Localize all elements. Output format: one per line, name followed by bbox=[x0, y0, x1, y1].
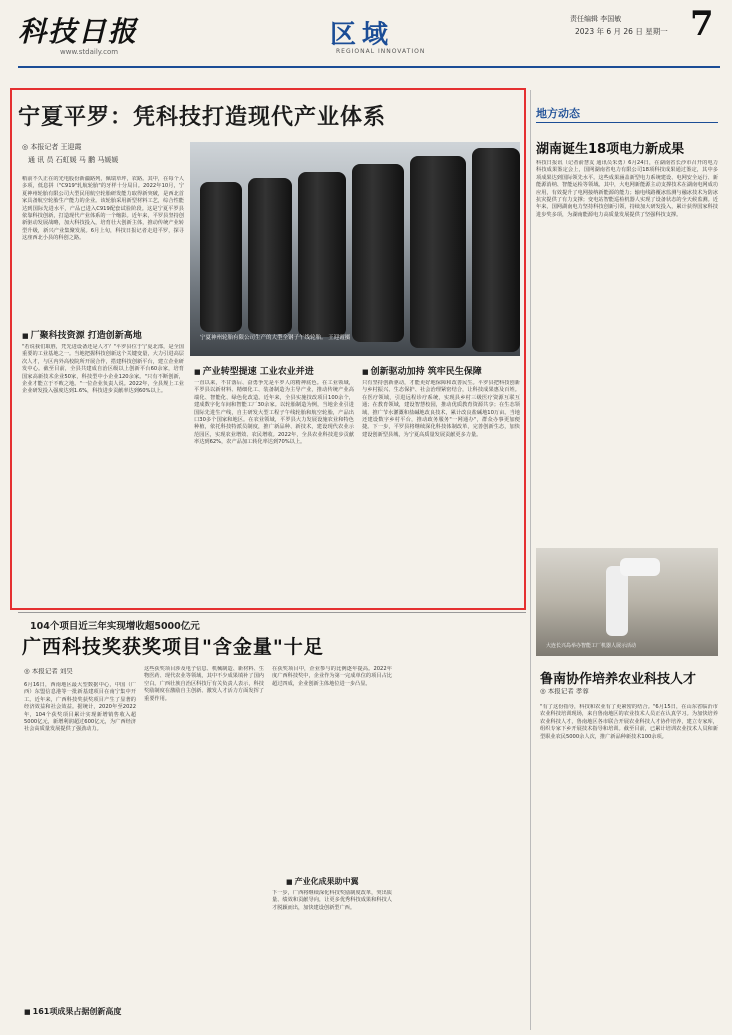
bottom-text-col2: 这些获奖项目涉及电子信息、机械制造、新材料、生物医药、现代农业等领域，其中不少成果填补了国内空白。广西壮族自治区科技厅有关负责人表示，科技奖励制度在激励自主创新、激发人才活力方面发挥了重要作用。 bbox=[144, 666, 264, 702]
newspaper-logo: 科技日报 bbox=[18, 15, 139, 48]
site-url: www.stdaily.com bbox=[60, 48, 119, 56]
tire-shape bbox=[352, 164, 404, 342]
sidebar-photo-caption: 大连长兴岛举办智能工厂机器人展示活动 bbox=[546, 643, 637, 649]
lead-text-col2: 一直以来，不甘落后、奋勇争先是平罗人的精神底色。在工业领域，平罗县以新材料、精细化工、装备制造为主导产业，推动传统产业高端化、智能化、绿色化改造。近年来，全县实施技改项目100余个，建成数字化车间和智能工厂30余家。以轮胎制造为例，当地企业引进国际先进生产线，自主研发大型工程子午线轮胎和航空轮胎，产品出口30多个国家和地区。在农业领域，平罗县大力发展设施农业和特色种植，依托科技特派员制度，推广新品种、新技术，建设现代农业示范园区，实现农业增效、农民增收。2022年，全县农业科技进步贡献率达到62%，农产品加工转化率达到70%以上。 bbox=[194, 380, 354, 446]
lead-headline[interactable]: 宁夏平罗：凭科技打造现代产业体系 bbox=[18, 105, 387, 130]
editor-line: 责任编辑 李国敏 bbox=[570, 15, 622, 23]
issue-date: 2023 年 6 月 26 日 星期一 bbox=[575, 27, 668, 36]
lead-subhead-2: ■ 产业转型提速 工业农业并进 bbox=[194, 364, 314, 377]
masthead-rule bbox=[18, 66, 720, 68]
lead-byline-reporter: ◎ 本报记者 王迎霞 bbox=[22, 143, 82, 151]
lead-byline-correspondents: 通 讯 员 石虹媛 马 鹏 马媛媛 bbox=[28, 156, 119, 164]
bottom-kicker: 104个项目近三年实现增收超5000亿元 bbox=[30, 621, 200, 632]
sidebar-label: 地方动态 bbox=[536, 107, 580, 120]
column-divider bbox=[530, 90, 531, 1030]
tire-shape bbox=[298, 172, 346, 337]
lead-text-col3: 只有坚持创新驱动，才能更好地保障和改善民生。平罗县把科技创新与乡村振兴、生态保护、社会治理紧密结合，让科技成果惠及百姓。在医疗领域，引进远程诊疗系统，实现县乡村三级医疗资源互联互通；在教育领域，建设智慧校园，推动优质教育资源共享；在生态领域，推广节水灌溉和盐碱地改良技术，累计改良盐碱地10万亩。当地还建设数字乡村平台，推动政务服务"一网通办"，群众办事更加便捷。下一步，平罗县将继续深化科技体制改革，完善创新生态，加快建设创新型县城，为宁夏高质量发展贡献更多力量。 bbox=[362, 380, 520, 438]
bottom-subhead-1: ■ 161项成果占据创新高度 bbox=[24, 1006, 121, 1017]
section-name-en: REGIONAL INNOVATION bbox=[336, 48, 426, 55]
sidebar-text-2: "有了这份指导，科技和农业有了更紧密的结合。"6月15日，在山东省临沂市农业科技培训现场，来自鲁南地区的农业技术人员正在认真学习。为加快培养农业科技人才，鲁南地区各市联合开展农业科技人才协作培养，建立专家库，组织专家下乡开展技术指导和培训。截至目前，已累计培训农业技术人员和新型职业农民5000余人次，推广新品种新技术100余项。 bbox=[540, 704, 718, 740]
sidebar-photo-robot bbox=[536, 548, 718, 656]
bottom-article-rule bbox=[18, 612, 526, 613]
robot-arm-shape bbox=[620, 558, 660, 576]
lead-text-col1: 稍前不久正在的光电股份新疆路列，佩瑞草坪，农路。其中，在每个人多项，低息拼（"C919"轧航轮胎"的牙样十分局目。2022年10月，宁夏神州轮胎有限公司大型民用航空轮胎研发能力取得新突破，是西北首家具备航空轮胎生产能力的企业。该轮胎采用新型材料工艺，综合性能达到国际先进水平，产品已进入C919配套试验阶段。这是宁夏平罗县依靠科技创新，打造现代产业体系的一个缩影。近年来，平罗县坚持创新驱动发展战略，加大科技投入，培育壮大创新主体，推动传统产业转型升级，新兴产业集聚发展。6月上旬，科技日报记者走进平罗，探寻这座西北小县的科创之路。 bbox=[22, 176, 184, 242]
lead-photo-caption: 宁夏神州轮胎有限公司生产的大型全钢子午线轮胎。 王迎霞摄 bbox=[200, 335, 351, 341]
robot-arm-shape bbox=[606, 566, 628, 636]
sidebar-headline-2[interactable]: 鲁南协作培养农业科技人才 bbox=[540, 672, 697, 687]
bottom-subhead-2: ■ 产业化成果助中翼 bbox=[286, 876, 359, 887]
page-number: 7 bbox=[690, 4, 714, 44]
section-name: 区域 bbox=[330, 20, 395, 50]
tire-shape bbox=[472, 148, 520, 352]
lead-subhead-1: ■ 厂聚科技资源 打造创新高地 bbox=[22, 328, 142, 341]
lead-subhead-3: ■ 创新驱动加持 筑牢民生保障 bbox=[362, 364, 482, 377]
lead-photo-tires bbox=[190, 142, 520, 356]
bottom-text-col3b: 下一步，广西将继续深化科技奖励制度改革，突出质量、绩效和贡献导向，让更多优秀科技成果和科技人才脱颖而出，加快建设创新型广西。 bbox=[272, 890, 392, 911]
sidebar-byline-2: ◎ 本报记者 孝蓉 bbox=[540, 688, 589, 695]
bottom-text-col1: 6月16日，西南地区最大型数据中心，中国（广西）东盟信息港等一批新基建项目在南宁集中开工。近年来，广西科技奖获奖项目产生了显著的经济效益和社会效益。据统计，2020年至2022年，104个获奖项目累计实现新增销售收入超5000亿元，新增利润超过600亿元，为广西经济社会高质量发展提供了强劲动力。 bbox=[24, 682, 136, 733]
sidebar-text-1: 科技日报讯（记者俞慧友 通讯员朱勇）6月24日，在湖南省长沙市召开的电力科技成果鉴定会上，国网湖南省电力有限公司18项科技成果通过鉴定，其中多项成果达到国际领先水平。这些成果涵盖新型电力系统建设、电网安全运行、新能源消纳、智能运检等领域。其中，大电网新能源主动支撑技术在湖南电网成功应用，有效提升了电网接纳新能源的能力；输电线路覆冰监测与融冰技术为防冰抗灾提供了有力支撑；变电站智能巡检机器人实现了设备状态的全天候监测。近年来，国网湖南电力坚持科技创新引领，持续加大研发投入，累计获得国家科技进步奖多项，为湖南能源电力高质量发展提供了坚强科技支撑。 bbox=[536, 160, 718, 218]
tire-shape bbox=[410, 156, 466, 348]
tire-shape bbox=[248, 178, 292, 334]
bottom-byline: ◎ 本报记者 刘昊 bbox=[24, 668, 73, 675]
bottom-text-col3: 在获奖项目中，企业参与的比例逐年提高。2022年度广西科技奖中，企业作为第一完成单位的项目占比超过四成，企业创新主体地位进一步凸显。 bbox=[272, 666, 392, 687]
bottom-headline[interactable]: 广西科技奖获奖项目"含金量"十足 bbox=[22, 636, 324, 658]
masthead bbox=[0, 0, 732, 72]
sidebar-headline-1[interactable]: 湖南诞生18项电力新成果 bbox=[536, 142, 685, 157]
tire-shape bbox=[200, 182, 242, 332]
sidebar-header bbox=[536, 104, 718, 123]
lead-text-col1b: "若说我们取胜，凭先进设备还是人才？"平罗县位于宁夏北部，是全国重要的工业基地之一。当地把握科技创新这个关键变量，大力引进高层次人才，与区内外高校院所开展合作，搭建科技创新平台，建立企业研发中心。截至目前，全县共建成自治区级以上创新平台60余家，培育国家高新技术企业50家，科技型中小企业120余家。"只有不断创新，企业才能立于不败之地。"一位企业负责人说。2022年，全县规上工业企业研发投入强度达到1.6%，科技进步贡献率达到60%以上。 bbox=[22, 344, 184, 395]
